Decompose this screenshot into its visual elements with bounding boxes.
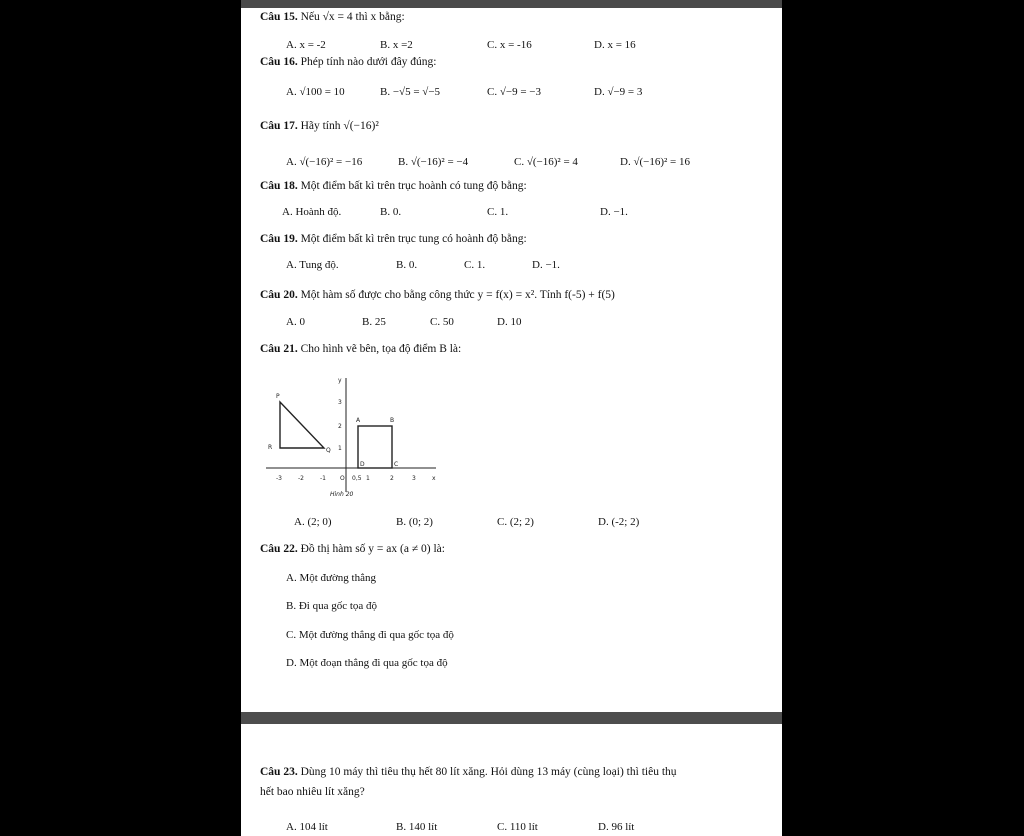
point-label: A: [356, 417, 361, 424]
option: B. 0.: [396, 259, 418, 271]
question-label: Câu 18.: [260, 180, 298, 192]
question-label: Câu 22.: [260, 543, 298, 555]
tick-label: 3: [338, 399, 342, 406]
option: A. Hoành độ.: [282, 206, 342, 218]
point-label: P: [276, 393, 280, 400]
option: C. x = -16: [487, 39, 532, 51]
question-21: [260, 342, 461, 356]
tick-label: -2: [298, 475, 304, 482]
figure-caption: Hình 20: [330, 491, 354, 498]
option: B. 25: [362, 316, 386, 328]
question-22: [260, 542, 445, 556]
option: C. Một đường thẳng đi qua gốc tọa độ: [286, 629, 454, 641]
question-label: Câu 21.: [260, 343, 298, 355]
option: A. x = -2: [286, 39, 326, 51]
option: B. (0; 2): [396, 516, 433, 528]
option: D. 10: [497, 316, 522, 328]
question-label: Câu 23.: [260, 766, 298, 778]
tick-label: 0,5: [352, 475, 362, 482]
option: B. √(−16)² = −4: [398, 156, 469, 168]
option: D. 96 lít: [598, 821, 635, 833]
question-text: Một điểm bất kì trên trục hoành có tung độ bằng:: [300, 180, 527, 192]
tick-label: 2: [390, 475, 394, 482]
point-label: R: [268, 444, 273, 451]
tick-label: y: [338, 377, 342, 384]
question-18: [260, 179, 527, 193]
question-label: Câu 19.: [260, 233, 298, 245]
triangle-PRQ: [280, 402, 324, 448]
tick-label: 1: [338, 445, 342, 452]
option: C. 1.: [464, 259, 486, 271]
point-label: D: [360, 461, 365, 468]
question-label: Câu 17.: [260, 120, 298, 132]
option: D. (-2; 2): [598, 516, 640, 528]
question-19: [260, 232, 527, 246]
tick-label: O: [340, 475, 345, 482]
question-text: Phép tính nào dưới đây đúng:: [300, 56, 437, 68]
coordinate-figure: [260, 370, 440, 500]
question-label: Câu 20.: [260, 289, 298, 301]
tick-label: -3: [276, 475, 282, 482]
option: D. −1.: [600, 206, 628, 218]
option: C. √−9 = −3: [487, 86, 541, 98]
option: A. 0: [286, 316, 305, 328]
question-text-continued: hết bao nhiêu lít xăng?: [260, 786, 365, 798]
option: D. √−9 = 3: [594, 86, 643, 98]
question-text: Cho hình vẽ bên, tọa độ điểm B là:: [300, 343, 462, 355]
question-20: [260, 288, 615, 302]
option: D. √(−16)² = 16: [620, 156, 691, 168]
question-23: [260, 765, 677, 779]
question-17: [260, 119, 379, 133]
question-text: Nếu √x = 4 thì x bằng:: [300, 11, 405, 23]
option: D. x = 16: [594, 39, 636, 51]
option: A. √100 = 10: [286, 86, 345, 98]
tick-label: x: [432, 475, 436, 482]
question-text: Đồ thị hàm số y = ax (a ≠ 0) là:: [300, 543, 445, 555]
option: B. 0.: [380, 206, 402, 218]
option: A. (2; 0): [294, 516, 332, 528]
option: B. Đi qua gốc tọa độ: [286, 600, 378, 612]
tick-label: 3: [412, 475, 416, 482]
option: A. 104 lít: [286, 821, 328, 833]
option: C. √(−16)² = 4: [514, 156, 578, 168]
tick-label: 2: [338, 423, 342, 430]
question-text: Một hàm số được cho bằng công thức y = f(x) = x². Tính f(-5) + f(5): [300, 289, 615, 301]
tick-label: -1: [320, 475, 326, 482]
question-label: Câu 16.: [260, 56, 298, 68]
point-label: Q: [326, 447, 331, 454]
point-label: C: [394, 461, 399, 468]
option: B. −√5 = √−5: [380, 86, 441, 98]
option: C. (2; 2): [497, 516, 534, 528]
option: D. −1.: [532, 259, 560, 271]
question-text: Một điểm bất kì trên trục tung có hoành độ bằng:: [300, 233, 527, 245]
tick-label: 1: [366, 475, 370, 482]
option: A. √(−16)² = −16: [286, 156, 363, 168]
question-16: [260, 55, 437, 69]
question-label: Câu 15.: [260, 11, 298, 23]
option: D. Một đoạn thẳng đi qua gốc tọa độ: [286, 657, 448, 669]
point-label: B: [390, 417, 395, 424]
option: C. 110 lít: [497, 821, 538, 833]
option: B. 140 lít: [396, 821, 438, 833]
page-separator: [241, 712, 782, 724]
option: A. Tung độ.: [286, 259, 339, 271]
option: C. 1.: [487, 206, 509, 218]
figure-svg: [260, 370, 440, 500]
option: A. Một đường thẳng: [286, 572, 376, 584]
option: C. 50: [430, 316, 454, 328]
question-15: [260, 10, 405, 24]
option: B. x =2: [380, 39, 413, 51]
question-text: Dùng 10 máy thì tiêu thụ hết 80 lít xăng. Hỏi dùng 13 máy (cùng loại) thì tiêu thụ: [300, 766, 677, 778]
question-text: Hãy tính √(−16)²: [300, 120, 379, 132]
